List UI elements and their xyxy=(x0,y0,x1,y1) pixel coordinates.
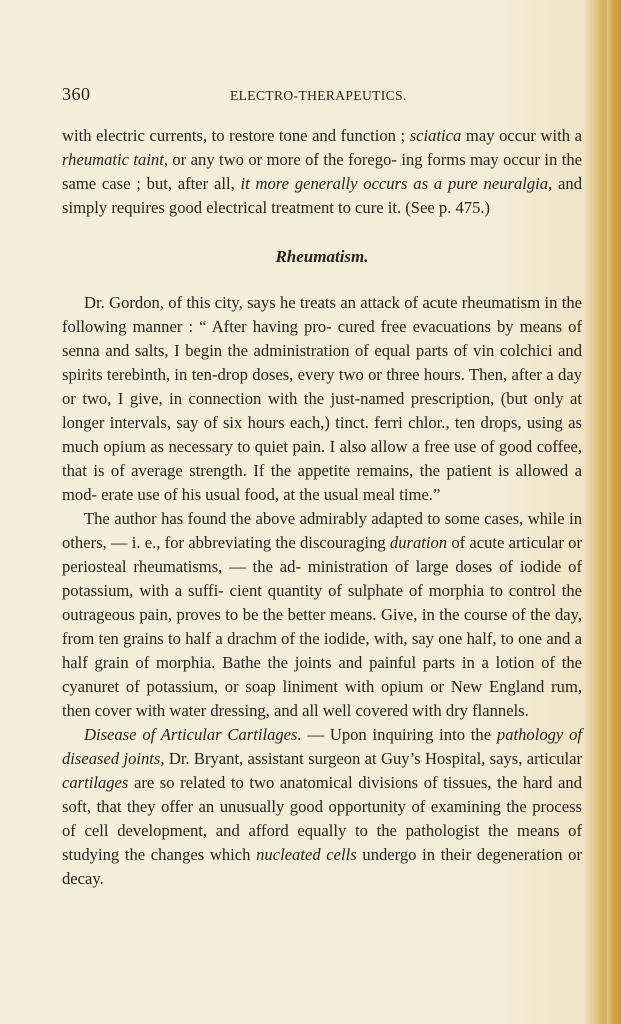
paragraph-articular-cartilages: Disease of Articular Cartilages. — Upon inquiring into the pathology of diseased joints, Dr. Bryant, assistant surgeon at Guy’s Hospital, says, articular cartilages are so related to two anatomical divisions of tissues, the hard and soft, that they offer an unusually good opportunity of examining the process of cell development, and afford equally to the pathologist the means of studying the changes which nucleated cells undergo in their degeneration or decay. xyxy=(62,725,583,888)
page-edge xyxy=(607,0,621,1024)
paragraph-author-treatment: The author has found the above admirably adapted to some cases, while in others, — i. e., for abbreviating the discouraging duration of acute articular or periosteal rheumatisms, — the ad- ministration of large doses of iodide of potassium, with a suffi- cient quantity of sulphate of morphia to control the outrageous pain, proves to be the better means. Give, in the course of the day, from ten grains to half a drachm of the iodide, with, say one half, to one and a half grain of morphia. Bathe the joints and painful parts in a lotion of the cyanuret of potassium, or soap liniment with opium or New England rum, then cover with water dressing, and all well covered with dry flannels. xyxy=(62,509,582,720)
page-number: 360 xyxy=(62,84,91,104)
section-heading-rheumatism: Rheumatism. xyxy=(275,247,369,266)
running-head xyxy=(62,84,582,108)
paragraph-sciatica: with electric currents, to restore tone and function ; sciatica may occur with a rheumatic taint, or any two or more of the forego- ing forms may occur in the same case ; but, after all, it more generally occurs as a pure neuralgia, and simply requires good electrical treatment to cure it. (See p. 475.) xyxy=(62,126,582,217)
running-head-title: ELECTRO-THERAPEUTICS. xyxy=(230,88,407,103)
page-content xyxy=(62,84,582,891)
paragraph-dr-gordon: Dr. Gordon, of this city, says he treats an attack of acute rheumatism in the following manner : “ After having pro- cured free evacuations by means of senna and salts, I begin the administration of equal parts of vin colchici and spirits terebinth, in ten-drop doses, every two or three hours. Then, after a day or two, I give, in connection with the just-named prescription, (but only at longer intervals, say of six hours each,) tinct. ferri chlor., ten drops, using as much opium as necessary to quiet pain. I also allow a free use of good coffee, that is of average strength. If the appetite remains, the patient is allowed a mod- erate use of his usual food, at the usual meal time.” xyxy=(62,293,582,504)
